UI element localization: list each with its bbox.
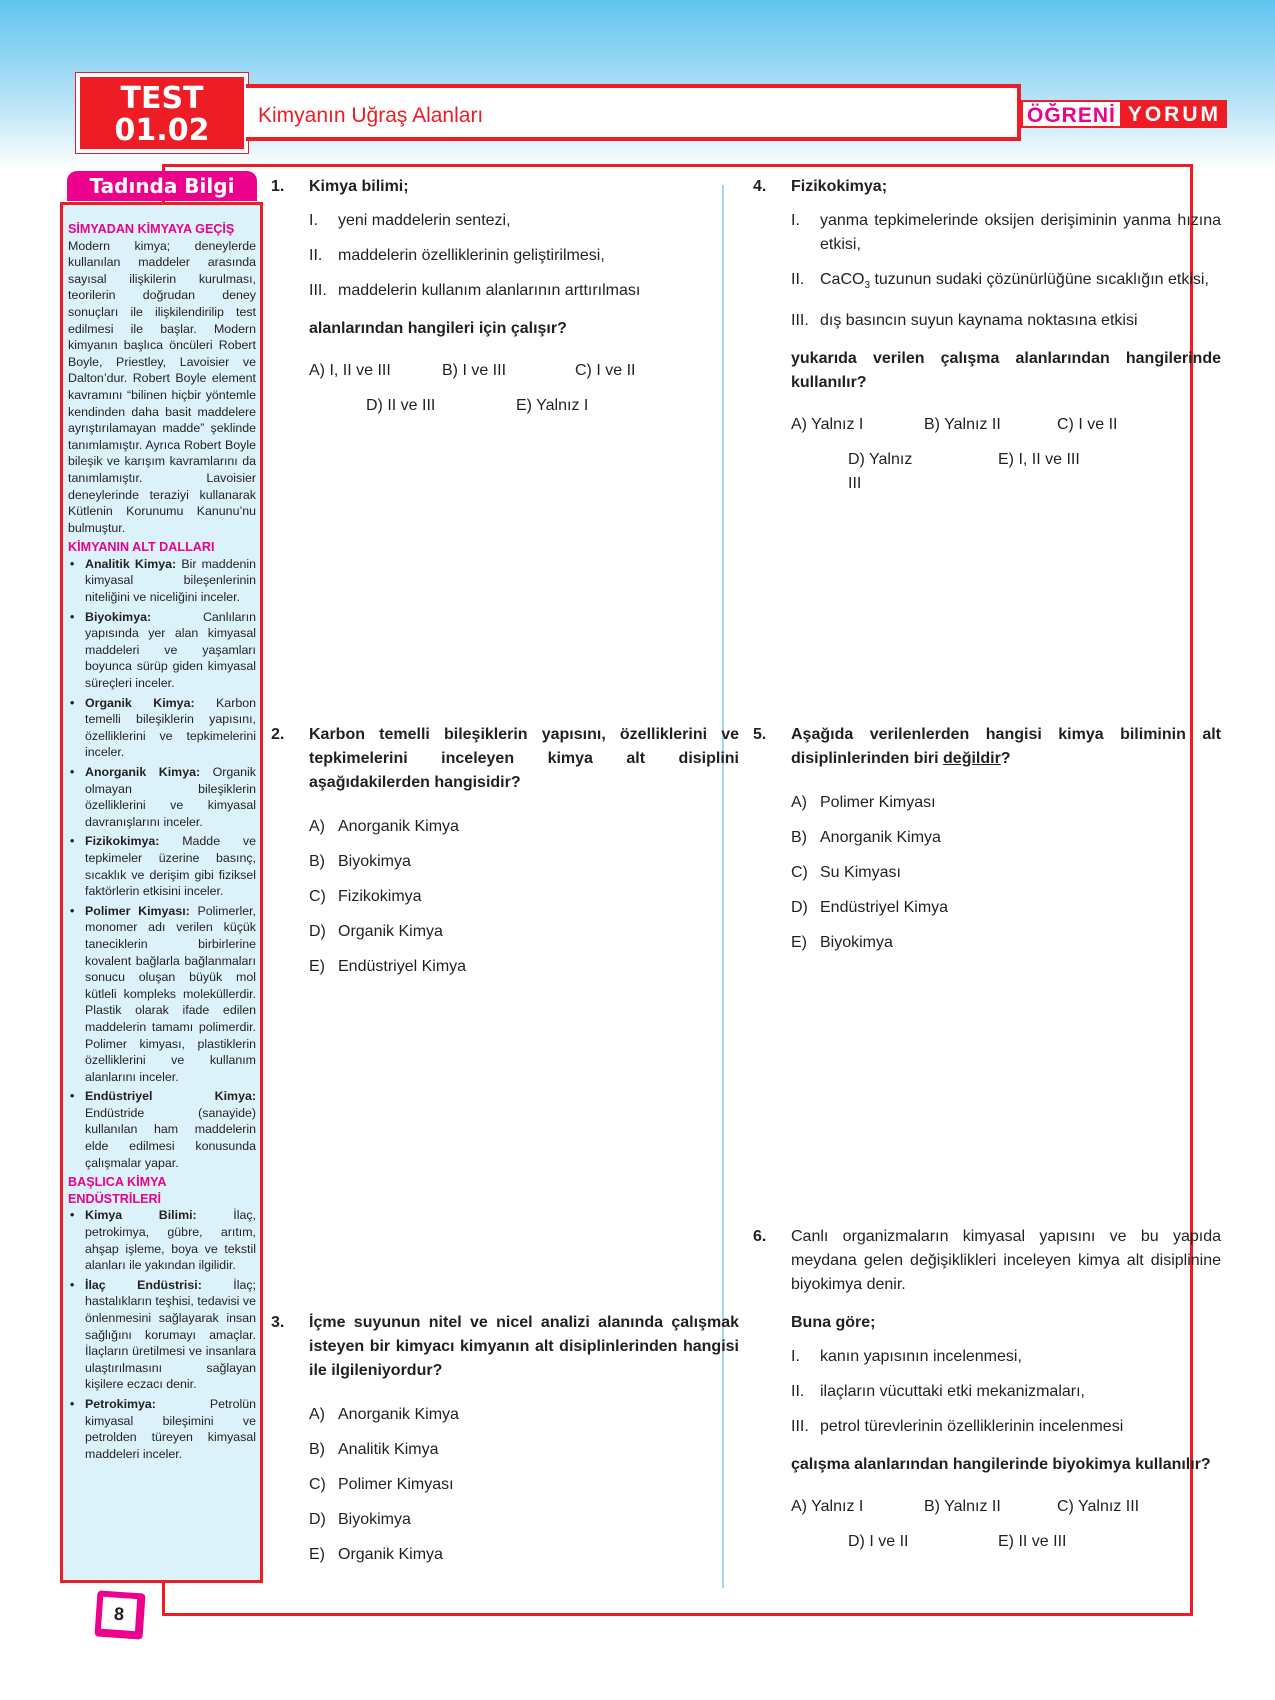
option-e[interactable] [309, 1543, 739, 1567]
term: Endüstriyel Kimya: [85, 1089, 256, 1104]
roman-numeral: II. [791, 271, 805, 288]
question-number: 3. [271, 1314, 285, 1331]
statement-text: maddelerin özelliklerinin geliştirilmesi, [338, 247, 605, 264]
option-a[interactable]: A) I, II ve III [309, 362, 391, 379]
question-1 [271, 175, 739, 418]
option-text: Anorganik Kimya [820, 829, 941, 846]
option-e[interactable] [791, 931, 1221, 955]
option-e[interactable]: E) II ve III [998, 1533, 1067, 1550]
option-d[interactable]: D) Yalnız III [848, 451, 913, 493]
test-number: 01.02 [114, 113, 210, 148]
statement-text: ilaçların vücuttaki etki mekanizmaları, [820, 1383, 1085, 1400]
question-ask: alanlarından hangileri için çalışır? [309, 320, 567, 337]
question-number: 1. [271, 178, 285, 195]
question-4 [753, 175, 1221, 496]
option-text: Biyokimya [338, 853, 411, 870]
option-letter: D) [309, 923, 326, 940]
option-c[interactable] [791, 861, 1221, 885]
definition: İlaç; hastalıkların teşhisi, tedavisi ve önlenmesini sağlayarak insan sağlığını korumayı amaçlar. İlaçların üretilmesi ve insanlara ulaştırılmasını sağlayan kişilere eczacı denir. [85, 1277, 256, 1392]
roman-numeral: III. [791, 1418, 809, 1435]
stem-text: Aşağıda verilenlerden hangisi kimya biliminin alt disiplinlerinden biri [791, 726, 1221, 767]
option-letter: E) [791, 934, 807, 951]
stem-emphasis: değildir [943, 750, 1001, 767]
statement-text: yanma tepkimelerinde oksijen derişiminin yanma hızına etkisi, [820, 212, 1221, 253]
term: Kimya Bilimi: [85, 1208, 197, 1223]
question-3 [271, 1311, 739, 1578]
option-letter: D) [309, 1511, 326, 1528]
statement-text: dış basıncın suyun kaynama noktasına etkisi [820, 312, 1138, 330]
test-number-badge [76, 73, 248, 153]
term: Organik Kimya: [85, 695, 195, 710]
option-letter: B) [309, 1441, 325, 1458]
option-text: Endüstriyel Kimya [820, 899, 949, 916]
question-stem: Karbon temelli bileşiklerin yapısını, özelliklerini ve tepkimelerini inceleyen kimya alt disiplini aşağıdakilerden hangisidir? [309, 726, 739, 791]
option-text: Su Kimyası [820, 864, 901, 881]
option-d[interactable] [309, 1508, 739, 1532]
publisher-logo [1021, 100, 1227, 128]
formula: CaCO [820, 271, 865, 288]
sidebar-list-item [68, 1396, 256, 1462]
test-label: TEST [120, 81, 204, 116]
stem-text: ? [1000, 750, 1011, 767]
sidebar-list-item [68, 609, 256, 692]
statement [309, 244, 739, 268]
option-letter: B) [791, 829, 807, 846]
statement [791, 209, 1221, 257]
statement [309, 279, 739, 303]
definition: Organik olmayan bileşiklerin özelliklerini ve kimyasal davranışlarını inceler. [85, 765, 257, 829]
option-text: Organik Kimya [338, 1546, 443, 1563]
option-d[interactable] [791, 896, 1221, 920]
option-c[interactable]: C) I ve II [575, 362, 636, 379]
statement-text: petrol türevlerinin özelliklerinin incelenmesi [820, 1418, 1124, 1435]
roman-numeral: I. [791, 212, 800, 229]
sidebar-tab: Tadında Bilgi [67, 171, 257, 201]
sidebar-list-item [68, 556, 256, 606]
option-letter: A) [309, 818, 325, 835]
logo-part2: YORUM [1122, 100, 1227, 128]
statement-text: tuzunun sudaki çözünürlüğüne sıcaklığın etkisi, [870, 271, 1209, 288]
question-number: 4. [753, 178, 767, 195]
option-b[interactable]: B) Yalnız II [924, 416, 1001, 434]
option-letter: C) [309, 1476, 326, 1493]
option-text: Analitik Kimya [338, 1441, 439, 1458]
info-sidebar [60, 202, 263, 1583]
option-c[interactable] [309, 885, 739, 909]
option-letter: B) [309, 853, 325, 870]
option-letter: D) [791, 899, 808, 916]
statement [791, 268, 1221, 298]
option-text: Biyokimya [338, 1511, 411, 1528]
term: İlaç Endüstrisi: [85, 1277, 202, 1292]
sidebar-list-item [68, 1207, 256, 1273]
option-text: Biyokimya [820, 934, 893, 951]
term: Petrokimya: [85, 1396, 156, 1411]
question-number: 5. [753, 726, 767, 743]
question-5 [753, 723, 1221, 966]
option-letter: C) [309, 888, 326, 905]
statement [791, 1345, 1221, 1369]
option-c[interactable] [309, 1473, 739, 1497]
definition: Petrolün kimyasal bileşimini ve petrolden türeyen kimyasal maddeleri inceler. [85, 1396, 256, 1461]
roman-numeral: I. [791, 1348, 800, 1365]
logo-part1: ÖĞRENİ [1021, 100, 1122, 128]
sidebar-list-item [68, 903, 256, 1086]
sidebar-list-item [68, 1088, 256, 1171]
question-ask: çalışma alanlarından hangilerinde biyokimya kullanılır? [791, 1456, 1211, 1473]
roman-numeral: II. [791, 1383, 805, 1400]
question-6 [753, 1225, 1221, 1554]
definition: Karbon temelli bileşiklerin yapısını, özelliklerini ve tepkimelerini inceler. [85, 695, 256, 760]
option-text: Fizikokimya [338, 888, 422, 905]
option-text: Anorganik Kimya [338, 1406, 459, 1423]
option-letter: E) [309, 958, 325, 975]
term: Biyokimya: [85, 609, 152, 624]
option-text: Organik Kimya [338, 923, 443, 940]
option-b[interactable]: B) I ve III [442, 362, 507, 379]
roman-numeral: III. [791, 312, 809, 330]
statement-text: maddelerin kullanım alanlarının arttırılması [338, 282, 641, 299]
statement [791, 1415, 1221, 1439]
option-b[interactable] [309, 1438, 739, 1462]
sidebar-list [68, 556, 256, 1171]
option-d[interactable]: D) I ve II [848, 1533, 909, 1550]
option-letter: A) [309, 1406, 325, 1423]
option-text: Polimer Kimyası [820, 794, 936, 811]
roman-numeral: II. [309, 247, 323, 264]
question-stem: Fizikokimya; [791, 178, 888, 195]
sidebar-heading: BAŞLICA KİMYA ENDÜSTRİLERİ [68, 1175, 166, 1206]
option-text: Endüstriyel Kimya [338, 958, 467, 975]
sidebar-list-item [68, 764, 256, 830]
option-a[interactable] [309, 1403, 739, 1427]
sidebar-heading: KİMYANIN ALT DALLARI [68, 540, 215, 555]
page-number: 8 [101, 1597, 137, 1631]
statement [791, 1380, 1221, 1404]
question-ask: yukarıda verilen çalışma alanlarından hangilerinde kullanılır? [791, 350, 1221, 392]
question-number: 2. [271, 726, 285, 743]
question-stem: Kimya bilimi; [309, 178, 409, 195]
definition: İlaç, petrokimya, gübre, arıtım, ahşap işleme, boya ve tekstil alanları ile yakından ilgilidir. [85, 1208, 257, 1273]
option-d[interactable] [309, 920, 739, 944]
term: Analitik Kimya: [85, 556, 177, 571]
sidebar-list-item [68, 833, 256, 899]
roman-numeral: III. [309, 282, 327, 299]
sidebar-paragraph: Modern kimya; deneylerde kullanılan maddeler arasında sayısal ilişkilerin kurulması, teorilerin doğrudan deney sonuçları ile ilişkilendirilip test edilmesi ile başlar. Modern kimyanın başlıca öncüleri Robert Boyle, Priestley, Lavoisier ve Dalton’dur. Robert Boyle element kavramını “bilinen hiçbir yöntemle kendinden daha basit maddelere ayrıştırılamayan madde” şeklinde tanımlamıştır. Ayrıca Robert Boyle bileşik ve karışım kavramlarını da tanımlamıştır. Lavoisier deneylerinde teraziyi kullanarak Kütlenin Korunumu Kanunu’nu bulmuştur. [68, 238, 256, 535]
option-text: Polimer Kimyası [338, 1476, 454, 1493]
option-b[interactable]: B) Yalnız II [924, 1498, 1001, 1515]
formula-subscript: 3 [864, 280, 871, 292]
sidebar-list [68, 1207, 256, 1462]
statement-text: yeni maddelerin sentezi, [338, 212, 511, 229]
option-letter: E) [309, 1546, 325, 1563]
option-c[interactable]: C) Yalnız III [1057, 1498, 1140, 1515]
option-c[interactable]: C) I ve II [1057, 416, 1118, 434]
option-e[interactable]: E) I, II ve III [998, 451, 1080, 469]
term: Fizikokimya: [85, 834, 160, 849]
question-2 [271, 723, 739, 990]
term: Anorganik Kimya: [85, 765, 201, 779]
sidebar-list-item [68, 695, 256, 761]
option-letter: C) [791, 864, 808, 881]
option-e[interactable] [309, 955, 739, 979]
question-lead: Buna göre; [791, 1314, 876, 1331]
definition: Madde ve tepkimeler üzerine basınç, sıcaklık ve derişim gibi fiziksel faktörlerin etkisini inceler. [85, 834, 256, 899]
statement-text: kanın yapısının incelenmesi, [820, 1348, 1022, 1365]
option-d[interactable]: D) II ve III [366, 397, 436, 414]
option-e[interactable]: E) Yalnız I [516, 397, 589, 414]
option-a[interactable]: A) Yalnız I [791, 1498, 864, 1515]
option-a[interactable]: A) Yalnız I [791, 416, 864, 434]
page-title-text: Kimyanın Uğraş Alanları [258, 104, 484, 127]
option-b[interactable] [309, 850, 739, 874]
option-b[interactable] [791, 826, 1221, 850]
definition: Endüstride (sanayide) kullanılan ham maddelerin elde edilmesi konusunda çalışmalar yapar. [85, 1105, 256, 1170]
sidebar-heading: SİMYADAN KİMYAYA GEÇİŞ [68, 222, 235, 236]
question-stem: Canlı organizmaların kimyasal yapısını ve bu yapıda meydana gelen değişiklikleri inceleyen kimya alt disiplinine biyokimya denir. [791, 1228, 1221, 1293]
statement [791, 309, 1221, 333]
question-stem: İçme suyunun nitel ve nicel analizi alanında çalışmak isteyen bir kimyacı kimyanın alt disiplinlerinden hangisi ile ilgileniyordur? [309, 1314, 739, 1379]
page-number-badge [94, 1590, 145, 1639]
option-text: Anorganik Kimya [338, 818, 459, 835]
option-a[interactable] [791, 791, 1221, 815]
sidebar-list-item [68, 1277, 256, 1393]
definition: Polimerler, monomer adı verilen küçük taneciklerin birbirlerine kovalent bağlarla bağlanmaları sonucu oluşan büyük mol kütleli kompleks moleküllerdir. Plastik olarak ifade edilen maddelerin tamamı polimerdir. Polimer kimyası, plastiklerin özelliklerini ve kullanım alanlarını inceler. [85, 903, 256, 1084]
roman-numeral: I. [309, 212, 318, 229]
statement [309, 209, 739, 233]
question-number: 6. [753, 1228, 767, 1245]
option-letter: A) [791, 794, 807, 811]
question-stem [791, 723, 1221, 771]
option-a[interactable] [309, 815, 739, 839]
definition: Canlıların yapısında yer alan kimyasal maddeleri ve yaşamları boyunca sürüp giden kimyasal süreçleri inceler. [85, 609, 256, 691]
page-title [246, 84, 1021, 141]
definition: Bir maddenin kimyasal bileşenlerinin niteliğini ve niceliğini inceler. [85, 556, 257, 605]
term: Polimer Kimyası: [85, 903, 190, 918]
